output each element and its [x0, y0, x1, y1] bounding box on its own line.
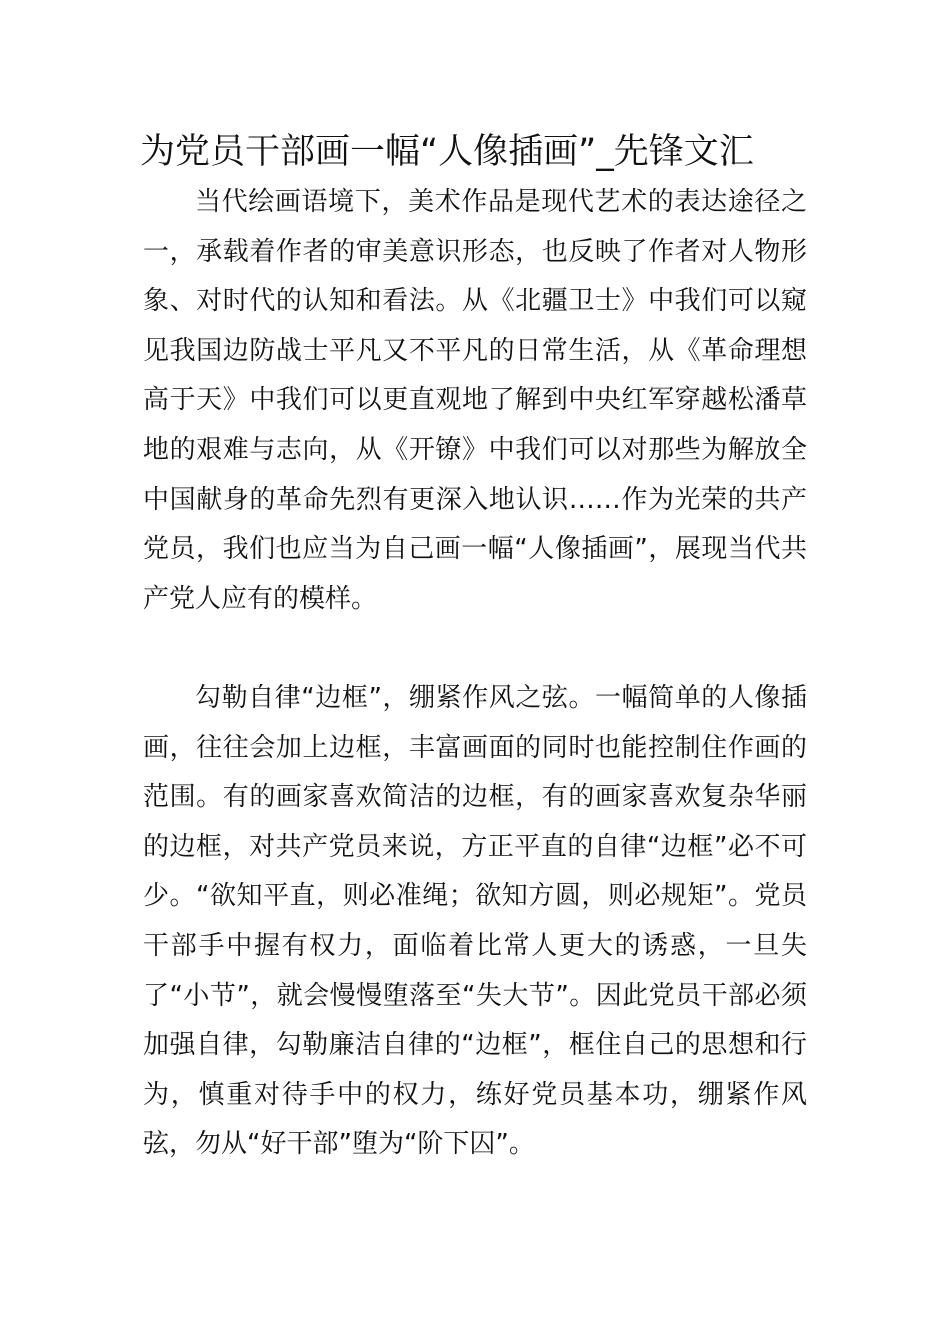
- paragraph-border: 勾勒自律“边框”，绷紧作风之弦。一幅简单的人像插画，往往会加上边框，丰富画面的同时也能控制住作画的范围。有的画家喜欢简洁的边框，有的画家喜欢复杂华丽的边框，对共产党员来说，方正平直的自律“边框”必不可少。“欲知平直，则必准绳；欲知方圆，则必规矩”。党员干部手中握有权力，面临着比常人更大的诱惑，一旦失了“小节”，就会慢慢堕落至“失大节”。因此党员干部必须加强自律，勾勒廉洁自律的“边框”，框住自己的思想和行为，慎重对待手中的权力，练好党员基本功，绷紧作风弦，勿从“好干部”堕为“阶下囚”。: [143, 683, 807, 1160]
- document-title: 为党员干部画一幅“人像插画”_先锋文汇: [140, 132, 754, 172]
- paragraph-intro: 当代绘画语境下，美术作品是现代艺术的表达途径之一，承载着作者的审美意识形态，也反映了作者对人物形象、对时代的认知和看法。从《北疆卫士》中我们可以窥见我国边防战士平凡又不平凡的日常生活，从《革命理想高于天》中我们可以更直观地了解到中央红军穿越松潘草地的艰难与志向，从《开镣》中我们可以对那些为解放全中国献身的革命先烈有更深入地认识……作为光荣的共产党员，我们也应当为自己画一幅“人像插画”，展现当代共产党人应有的模样。: [143, 187, 807, 614]
